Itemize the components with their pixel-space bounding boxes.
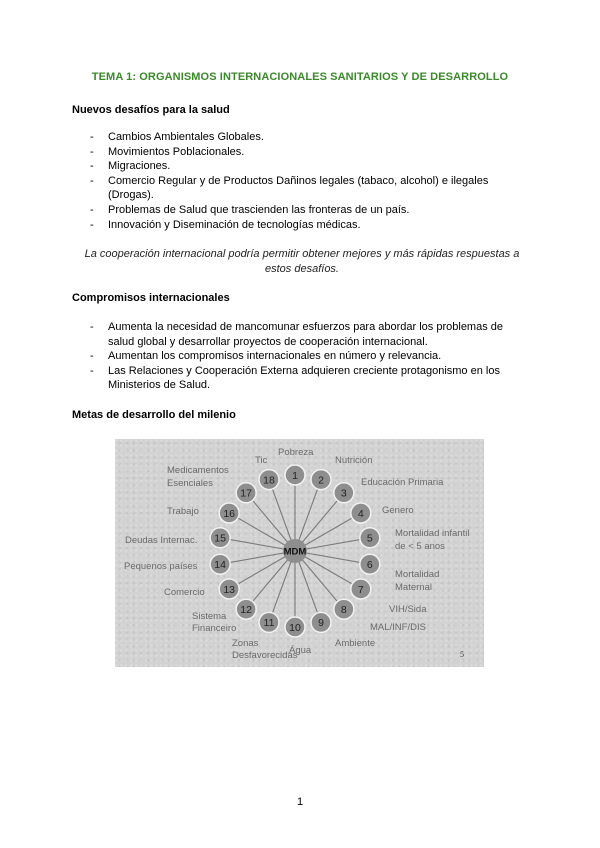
- goal-label: Pobreza: [278, 447, 314, 458]
- goal-label: Medicamentos: [167, 465, 229, 476]
- list-item: - Comercio Regular y de Productos Dañinos legales (tabaco, alcohol) e ilegales (Drogas).: [90, 174, 489, 202]
- goal-node-number: 3: [340, 487, 347, 500]
- list-item: - Cambios Ambientales Globales.: [90, 131, 264, 143]
- goal-label: Genero: [382, 505, 414, 516]
- goal-node-number: 11: [263, 617, 275, 630]
- goal-node-number: 13: [223, 583, 236, 596]
- goal-label: VIH/Sida: [389, 604, 427, 615]
- goal-label: Mortalidad: [395, 569, 440, 580]
- goal-label: Sistema: [192, 611, 227, 622]
- goal-node-number: 4: [357, 507, 364, 520]
- goal-label: MAL/INF/DIS: [370, 622, 426, 633]
- cooperation-quote: La cooperación internacional podría permitir obtener mejores y más rápidas respuestas a estos desafíos.: [84, 248, 520, 275]
- goal-node-number: 10: [289, 621, 301, 634]
- goal-label: Financeiro: [192, 623, 237, 634]
- goal-node-number: 17: [240, 487, 252, 500]
- goal-node-number: 14: [214, 558, 226, 571]
- page-number: 1: [296, 796, 304, 808]
- dash-marker: -: [90, 350, 94, 363]
- goal-node-number: 15: [214, 532, 226, 545]
- dash-marker: -: [90, 218, 94, 231]
- dash-marker: -: [90, 364, 94, 377]
- goal-label: Desfavorecidas: [232, 650, 298, 661]
- challenges-list: [90, 130, 520, 232]
- goal-label: Esenciales: [167, 478, 213, 489]
- list-item: - Innovación y Diseminación de tecnologías médicas.: [90, 218, 361, 231]
- section-heading-challenges: Nuevos desafíos para la salud: [72, 104, 230, 116]
- goal-label: Pequenos países: [124, 561, 198, 572]
- goal-node-number: 5: [366, 532, 373, 545]
- mdm-diagram: [115, 439, 484, 667]
- list-item: - Aumenta la necesidad de mancomunar esfuerzos para abordar los problemas de salud global y desarrollar proyectos de cooperación internacional.: [90, 321, 504, 348]
- dash-marker: -: [90, 160, 94, 173]
- goal-node-number: 9: [318, 617, 324, 630]
- goal-node-number: 2: [318, 474, 324, 487]
- section-heading-goals: Metas de desarrollo del milenio: [72, 409, 236, 421]
- list-item: - Problemas de Salud que trascienden las fronteras de un país.: [90, 203, 410, 216]
- list-item: - Movimientos Poblacionales.: [90, 145, 245, 158]
- slide-number: 5: [460, 650, 464, 659]
- section-heading-commitments: Compromisos internacionales: [72, 292, 230, 304]
- goal-node-number: 18: [263, 474, 275, 487]
- goal-node-number: 16: [223, 507, 236, 520]
- goal-label: Ambiente: [335, 638, 376, 649]
- goal-label: Educación Primaria: [361, 477, 444, 488]
- goal-label: Zonas: [232, 638, 259, 649]
- dash-marker: -: [90, 145, 94, 158]
- goal-label: Água: [289, 645, 312, 656]
- list-item: - Aumentan los compromisos internacionales en número y relevancia.: [90, 350, 442, 363]
- dash-marker: -: [90, 131, 94, 143]
- dash-marker: -: [90, 203, 94, 216]
- goal-label: Nutrición: [335, 455, 373, 466]
- goal-label: Trabajo: [167, 506, 199, 517]
- dash-marker: -: [90, 321, 94, 333]
- goal-node-number: 1: [292, 469, 298, 482]
- goal-node-number: 12: [240, 604, 252, 617]
- center-label: MDM: [283, 546, 307, 558]
- document-title: TEMA 1: ORGANISMOS INTERNACIONALES SANITARIOS Y DE DESARROLLO: [91, 71, 509, 83]
- goal-node-number: 8: [340, 604, 347, 617]
- goal-label: Deudas Internac.: [125, 535, 198, 546]
- goal-node-number: 6: [366, 558, 373, 571]
- goal-label: de < 5 anos: [395, 541, 445, 552]
- goal-label: Tic: [255, 455, 268, 466]
- goal-label: Comercio: [164, 587, 205, 598]
- goal-label: Mortalidad infantil: [395, 528, 470, 539]
- commitments-list: [90, 320, 520, 393]
- goal-label: Maternal: [395, 582, 432, 593]
- goal-node-number: 7: [357, 583, 364, 596]
- list-item: - Las Relaciones y Cooperación Externa adquieren creciente protagonismo en los Ministerios de Salud.: [90, 364, 500, 392]
- list-item: - Migraciones.: [90, 160, 171, 173]
- dash-marker: -: [90, 174, 94, 187]
